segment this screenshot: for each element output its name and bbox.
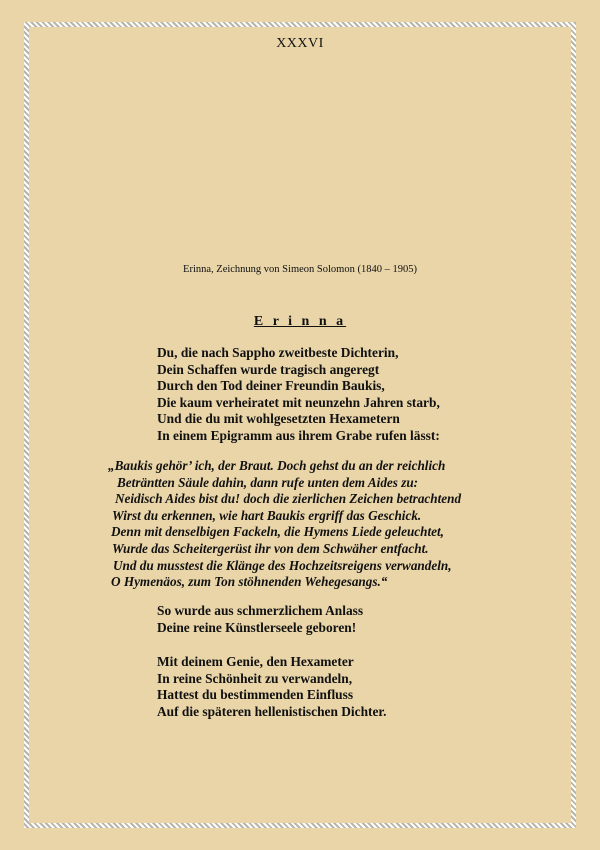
epigram-line: „Baukis gehör’ ich, der Braut. Doch gehst du an der reichlich [108, 458, 446, 473]
page-number: XXXVI [276, 36, 324, 51]
verse-line: Mit deinem Genie, den Hexameter [157, 654, 354, 669]
epigram-line: Denn mit denselbigen Fackeln, die Hymens Liede geleuchtet, [111, 524, 444, 540]
verse-line: Hattest du bestimmenden Einfluss [157, 687, 354, 703]
stanza-4 [157, 654, 387, 720]
stanza-3 [157, 603, 363, 636]
verse-line: So wurde aus schmerzlichem Anlass [157, 603, 364, 618]
stanza-1 [157, 345, 440, 445]
verse-line: Durch den Tod deiner Freundin Baukis, [157, 378, 385, 394]
image-caption: Erinna, Zeichnung von Simeon Solomon (1840 – 1905) [183, 264, 417, 275]
epigram-line: Und du musstest die Klänge des Hochzeitsreigens verwandeln, [113, 557, 452, 573]
verse-line: In einem Epigramm aus ihrem Grabe rufen lässt: [157, 427, 440, 443]
epigram-line: O Hymenäos, zum Ton stöhnenden Wehegesangs.“ [111, 574, 388, 590]
verse-line: Die kaum verheiratet mit neunzehn Jahren starb, [157, 394, 440, 410]
epigram-line: Wurde das Scheitergerüst ihr von dem Schwäher entfacht. [112, 540, 429, 556]
verse-line: Und die du mit wohlgesetzten Hexametern [157, 411, 400, 427]
verse-line: Du, die nach Sappho zweitbeste Dichterin, [157, 345, 399, 360]
verse-line: Dein Schaffen wurde tragisch angeregt [157, 361, 380, 377]
verse-line: In reine Schönheit zu verwandeln, [157, 670, 353, 686]
epigram-line: Beträntten Säule dahin, dann rufe unten dem Aides zu: [117, 474, 419, 490]
verse-line: Auf die späteren hellenistischen Dichter. [157, 703, 387, 719]
epigram-line: Wirst du erkennen, wie hart Baukis ergriff das Geschick. [112, 507, 422, 523]
poem-title: E r i n n a [253, 314, 347, 329]
verse-line: Deine reine Künstlerseele geboren! [157, 619, 357, 635]
epigram-quote [108, 458, 461, 591]
epigram-line: Neidisch Aides bist du! doch die zierlichen Zeichen betrachtend [115, 491, 462, 507]
